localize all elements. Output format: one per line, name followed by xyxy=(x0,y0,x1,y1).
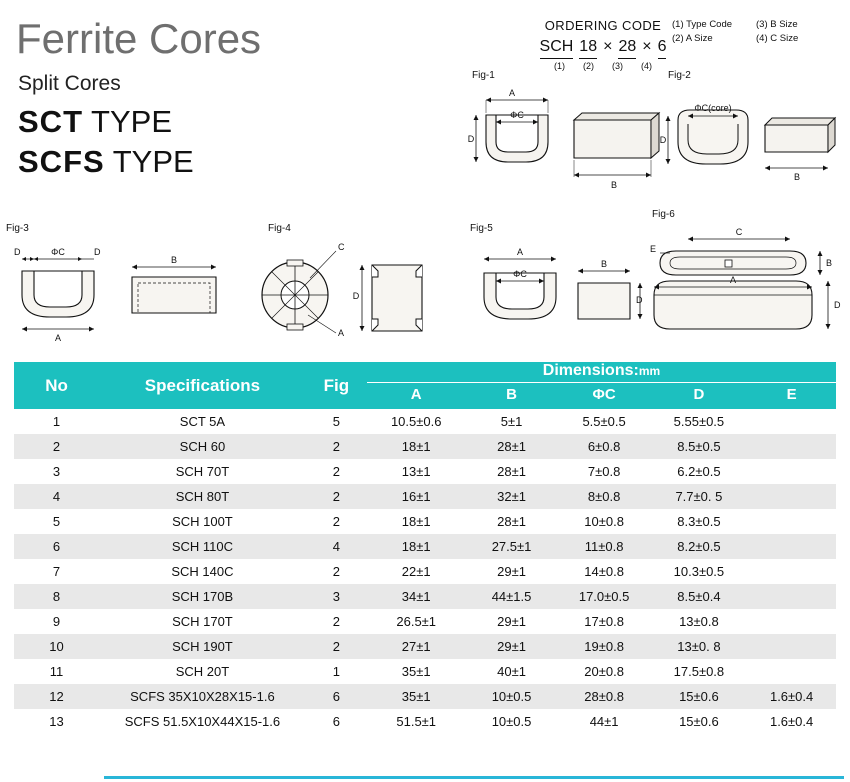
cell-dim-e xyxy=(747,409,836,434)
cell-dim-c: 6±0.8 xyxy=(587,439,621,454)
type-line-scfs-normal: TYPE xyxy=(104,144,194,179)
ordering-code-sep-2: × xyxy=(642,38,652,55)
page-title: Ferrite Cores xyxy=(16,15,262,62)
legend-1-right: (3) B Size xyxy=(756,19,798,30)
ordering-index-2: (2) xyxy=(583,61,594,71)
cell-dim-a: 26.5±1 xyxy=(396,614,437,629)
svg-text:ΦC: ΦC xyxy=(513,269,527,279)
cell-dim-d: 10.3±0.5 xyxy=(673,564,725,579)
svg-text:D: D xyxy=(14,247,21,257)
cell-dim-b: 10±0.5 xyxy=(491,689,532,704)
cell-dim-c: 28±0.8 xyxy=(584,689,624,704)
cell-specification: SCH 170T xyxy=(172,614,233,629)
cell-fig: 5 xyxy=(332,414,340,429)
svg-text:ΦC: ΦC xyxy=(51,247,65,257)
svg-text:D: D xyxy=(834,300,841,310)
type-line-scfs-bold: SCFS xyxy=(18,144,105,179)
specifications-table xyxy=(14,362,836,734)
cell-dim-b: 10±0.5 xyxy=(491,714,532,729)
cell-specification: SCH 100T xyxy=(172,514,233,529)
cell-no: 2 xyxy=(52,439,61,454)
cell-specification: SCH 170B xyxy=(171,589,234,604)
cell-dim-c: 8±0.8 xyxy=(587,489,621,504)
type-line-sct xyxy=(18,104,172,140)
th-dim-e: E xyxy=(747,383,836,410)
cell-dim-d: 13±0. 8 xyxy=(677,639,721,654)
type-line-sct-normal: TYPE xyxy=(83,104,173,139)
cell-dim-d: 6.2±0.5 xyxy=(677,464,721,479)
fig-6-drawing xyxy=(640,219,850,354)
th-dimensions-label: Dimensions: xyxy=(542,362,639,379)
cell-fig: 2 xyxy=(332,489,340,504)
table-row xyxy=(14,409,836,434)
cell-dim-c: 7±0.8 xyxy=(587,464,621,479)
svg-text:A: A xyxy=(516,247,524,257)
table-row xyxy=(14,684,836,709)
legend-2-left: (2) A Size xyxy=(672,33,713,45)
cell-dim-a: 27±1 xyxy=(401,639,431,654)
cell-dim-d: 13±0.8 xyxy=(679,614,719,629)
ordering-code-sep-1: × xyxy=(603,38,613,55)
cell-dim-a: 13±1 xyxy=(401,464,431,479)
th-dim-c: ΦC xyxy=(558,383,651,410)
th-fig: Fig xyxy=(306,362,367,409)
cell-fig: 2 xyxy=(332,564,340,579)
svg-text:ΦC: ΦC xyxy=(510,110,524,120)
ordering-code-legend xyxy=(672,18,798,47)
cell-dim-b: 40±1 xyxy=(497,664,526,679)
table-row xyxy=(14,434,836,459)
cell-dim-c: 17.0±0.5 xyxy=(578,589,630,604)
cell-dim-b: 29±1 xyxy=(497,639,526,654)
cell-fig: 6 xyxy=(332,714,340,729)
figure-row-2 xyxy=(0,205,850,355)
cell-dim-e: 1.6±0.4 xyxy=(769,714,814,729)
svg-text:D: D xyxy=(352,291,360,301)
cell-dim-c: 10±0.8 xyxy=(584,514,624,529)
cell-dim-c: 20±0.8 xyxy=(584,664,624,679)
cell-fig: 4 xyxy=(332,539,340,554)
ordering-index-3: (3) xyxy=(612,61,623,71)
specifications-table-area xyxy=(14,362,836,734)
cell-dim-e xyxy=(747,559,836,584)
cell-dim-b: 27.5±1 xyxy=(491,539,532,554)
cell-dim-b: 32±1 xyxy=(497,489,526,504)
cell-dim-a: 34±1 xyxy=(401,589,431,604)
cell-specification: SCFS 35X10X28X15-1.6 xyxy=(130,689,275,704)
svg-text:A: A xyxy=(729,275,737,285)
cell-dim-b: 28±1 xyxy=(497,464,526,479)
table-row xyxy=(14,484,836,509)
cell-specification: SCH 80T xyxy=(175,489,230,504)
ordering-code-block xyxy=(528,18,678,71)
fig-5-drawing xyxy=(466,233,646,353)
cell-no: 3 xyxy=(52,464,61,479)
fig-3-drawing xyxy=(4,233,244,353)
svg-text:C: C xyxy=(735,227,743,237)
cell-no: 1 xyxy=(52,414,61,429)
cell-dim-a: 35±1 xyxy=(401,664,431,679)
ordering-code-part-2: 18 xyxy=(579,38,597,59)
cell-dim-a: 18±1 xyxy=(401,439,431,454)
cell-dim-a: 18±1 xyxy=(401,539,431,554)
cell-fig: 2 xyxy=(332,439,340,454)
cell-no: 9 xyxy=(52,614,61,629)
cell-dim-e xyxy=(747,609,836,634)
cell-specification: SCH 20T xyxy=(175,664,230,679)
fig-2-label: Fig-2 xyxy=(668,70,691,81)
cell-no: 8 xyxy=(52,589,61,604)
cell-dim-a: 35±1 xyxy=(401,689,431,704)
cell-specification: SCH 110C xyxy=(171,539,234,554)
fig-6-label: Fig-6 xyxy=(652,209,675,220)
cell-dim-e: 1.6±0.4 xyxy=(769,689,814,704)
type-line-scfs xyxy=(18,144,194,180)
cell-dim-d: 8.5±0.5 xyxy=(677,439,721,454)
bottom-accent-rule xyxy=(104,776,844,779)
svg-text:A: A xyxy=(54,333,62,343)
cell-fig: 2 xyxy=(332,464,340,479)
cell-dim-d: 8.5±0.4 xyxy=(677,589,721,604)
table-row xyxy=(14,609,836,634)
cell-dim-c: 14±0.8 xyxy=(584,564,624,579)
cell-no: 4 xyxy=(52,489,61,504)
table-row xyxy=(14,509,836,534)
table-row xyxy=(14,709,836,734)
cell-no: 10 xyxy=(49,639,64,654)
cell-dim-e xyxy=(747,659,836,684)
ordering-code-value xyxy=(528,38,678,59)
svg-text:A: A xyxy=(338,328,345,338)
ordering-code-indices xyxy=(528,61,678,71)
svg-text:ΦC(core): ΦC(core) xyxy=(694,103,732,113)
svg-text:A: A xyxy=(508,88,516,98)
cell-no: 6 xyxy=(52,539,61,554)
cell-specification: SCH 140C xyxy=(171,564,234,579)
cell-fig: 2 xyxy=(332,514,340,529)
cell-dim-b: 28±1 xyxy=(497,439,526,454)
table-row xyxy=(14,634,836,659)
cell-specification: SCH 60 xyxy=(179,439,226,454)
fig-3-label: Fig-3 xyxy=(6,223,29,234)
cell-dim-e xyxy=(747,459,836,484)
legend-2-right: (4) C Size xyxy=(756,33,799,45)
th-dimensions-unit: mm xyxy=(638,364,661,378)
fig-4-drawing xyxy=(250,233,460,353)
svg-text:B: B xyxy=(610,180,618,190)
fig-5-label: Fig-5 xyxy=(470,223,493,234)
cell-dim-c: 44±1 xyxy=(589,714,619,729)
th-specifications: Specifications xyxy=(99,362,306,409)
legend-row-1 xyxy=(672,18,798,32)
cell-no: 5 xyxy=(52,514,61,529)
cell-no: 7 xyxy=(52,564,61,579)
svg-text:B: B xyxy=(170,255,178,265)
fig-4-label: Fig-4 xyxy=(268,223,291,234)
svg-text:B: B xyxy=(793,172,801,182)
ordering-code-part-1: SCH xyxy=(540,38,574,59)
cell-dim-e xyxy=(747,634,836,659)
cell-specification: SCT 5A xyxy=(179,414,226,429)
cell-dim-a: 51.5±1 xyxy=(396,714,437,729)
legend-1-left: (1) Type Code xyxy=(672,19,733,30)
page-subtitle: Split Cores xyxy=(18,72,121,95)
th-no: No xyxy=(14,362,99,409)
ordering-code-part-4: 6 xyxy=(658,38,667,59)
cell-dim-b: 5±1 xyxy=(500,414,523,429)
cell-fig: 1 xyxy=(332,664,340,679)
cell-dim-a: 18±1 xyxy=(401,514,431,529)
cell-specification: SCH 190T xyxy=(172,639,233,654)
cell-specification: SCH 70T xyxy=(175,464,230,479)
cell-dim-c: 5.5±0.5 xyxy=(582,414,626,429)
cell-dim-d: 5.55±0.5 xyxy=(673,414,725,429)
fig-2-drawing xyxy=(660,80,845,200)
page-header xyxy=(0,0,850,200)
ordering-code-part-3: 28 xyxy=(618,38,636,59)
cell-no: 12 xyxy=(49,689,64,704)
table-head-row-1 xyxy=(14,362,836,383)
table-row xyxy=(14,534,836,559)
th-dim-b: B xyxy=(465,383,557,410)
cell-dim-e xyxy=(747,434,836,459)
cell-dim-d: 8.3±0.5 xyxy=(677,514,721,529)
table-row xyxy=(14,459,836,484)
table-row xyxy=(14,559,836,584)
cell-dim-b: 29±1 xyxy=(497,614,526,629)
svg-text:D: D xyxy=(467,134,475,144)
svg-text:E: E xyxy=(650,244,657,254)
cell-dim-a: 22±1 xyxy=(401,564,431,579)
svg-text:B: B xyxy=(826,258,833,268)
svg-text:D: D xyxy=(636,295,643,305)
cell-dim-c: 11±0.8 xyxy=(584,539,624,554)
fig-1-drawing xyxy=(466,80,666,200)
ordering-code-title: ORDERING CODE xyxy=(544,18,662,33)
cell-fig: 2 xyxy=(332,639,340,654)
svg-text:D: D xyxy=(94,247,101,257)
fig-1-label: Fig-1 xyxy=(472,70,495,81)
table-head xyxy=(14,362,836,409)
cell-dim-e xyxy=(747,584,836,609)
cell-dim-a: 10.5±0.6 xyxy=(390,414,442,429)
svg-text:C: C xyxy=(338,242,345,252)
cell-fig: 6 xyxy=(332,689,340,704)
cell-no: 13 xyxy=(49,714,64,729)
cell-dim-c: 19±0.8 xyxy=(584,639,624,654)
table-body xyxy=(14,409,836,734)
cell-dim-b: 28±1 xyxy=(497,514,526,529)
cell-fig: 3 xyxy=(332,589,340,604)
ordering-index-1: (1) xyxy=(554,61,565,71)
cell-dim-c: 17±0.8 xyxy=(584,614,624,629)
cell-dim-b: 44±1.5 xyxy=(491,589,532,604)
legend-row-2 xyxy=(672,32,798,46)
cell-dim-d: 15±0.6 xyxy=(679,714,719,729)
type-line-sct-bold: SCT xyxy=(18,104,83,139)
cell-specification: SCFS 51.5X10X44X15-1.6 xyxy=(124,714,281,729)
table-row xyxy=(14,584,836,609)
th-dim-a: A xyxy=(367,383,466,410)
cell-dim-e xyxy=(747,484,836,509)
cell-dim-b: 29±1 xyxy=(497,564,526,579)
svg-text:D: D xyxy=(660,135,667,145)
cell-dim-d: 17.5±0.8 xyxy=(673,664,725,679)
svg-text:B: B xyxy=(600,259,608,269)
cell-dim-d: 8.2±0.5 xyxy=(677,539,721,554)
cell-dim-d: 15±0.6 xyxy=(679,689,719,704)
cell-dim-d: 7.7±0. 5 xyxy=(675,489,723,504)
table-row xyxy=(14,659,836,684)
cell-dim-e xyxy=(747,509,836,534)
cell-dim-a: 16±1 xyxy=(401,489,431,504)
cell-no: 11 xyxy=(49,664,64,679)
th-dimensions xyxy=(367,362,836,383)
cell-dim-e xyxy=(747,534,836,559)
cell-fig: 2 xyxy=(332,614,340,629)
th-dim-d: D xyxy=(651,383,748,410)
ordering-index-4: (4) xyxy=(641,61,652,71)
